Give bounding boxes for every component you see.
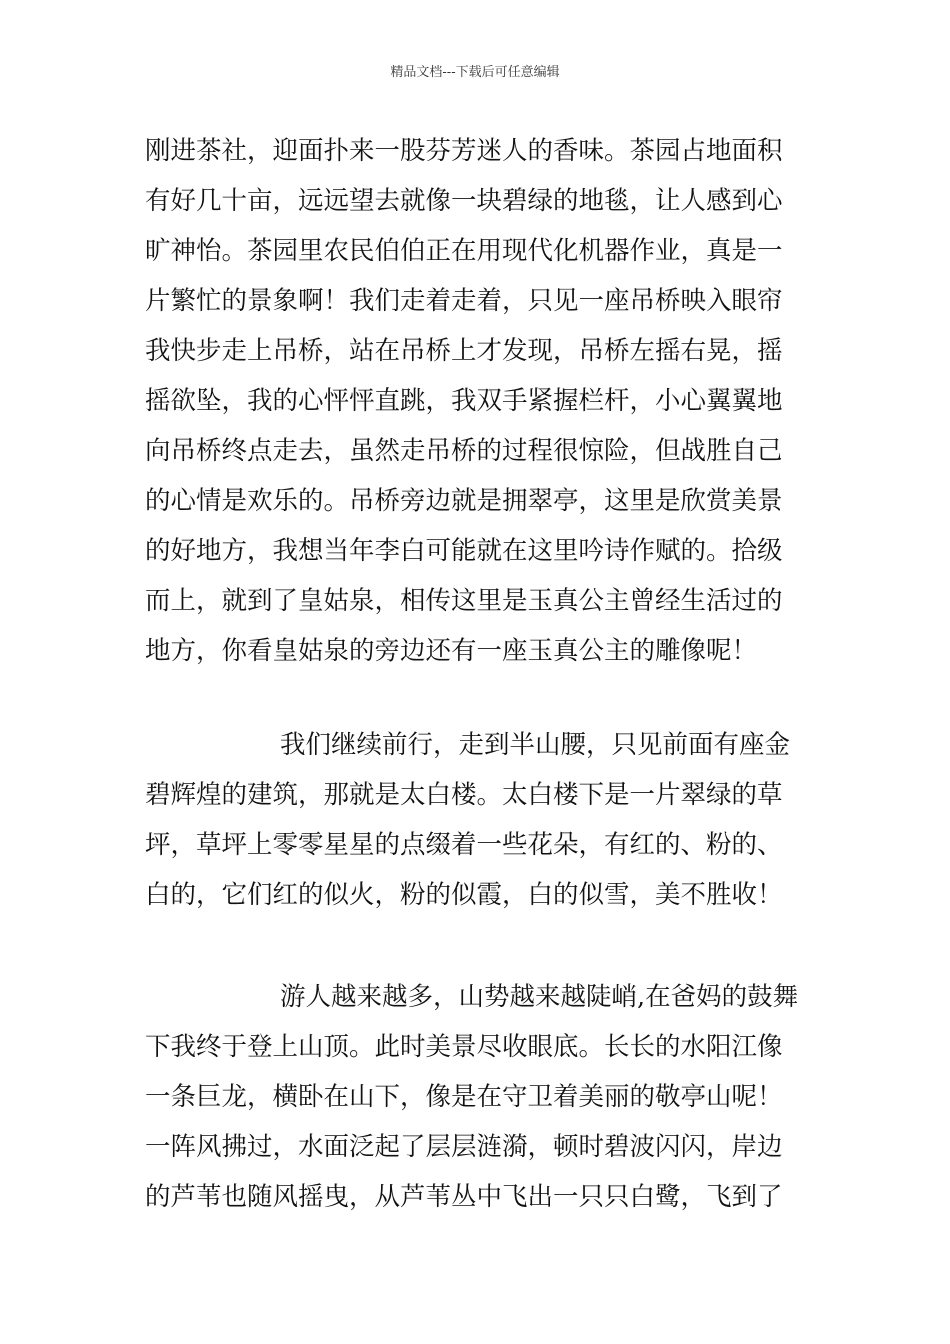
text-line: 一阵风拂过，水面泛起了层层涟漪，顿时碧波闪闪，岸边 <box>145 1132 783 1162</box>
text-line: 向吊桥终点走去，虽然走吊桥的过程很惊险，但战胜自己 <box>145 436 783 466</box>
text-line: 刚进茶社，迎面扑来一股芬芳迷人的香味。茶园占地面积 <box>145 136 783 166</box>
text-line: 游人越来越多，山势越来越陡峭,在爸妈的鼓舞 <box>280 982 799 1012</box>
text-line: 摇欲坠，我的心怦怦直跳，我双手紧握栏杆，小心翼翼地 <box>145 386 783 416</box>
text-line: 的好地方，我想当年李白可能就在这里吟诗作赋的。拾级 <box>145 536 783 566</box>
page-header: 精品文档---下载后可任意编辑 <box>390 65 560 80</box>
text-line: 我快步走上吊桥，站在吊桥上才发现，吊桥左摇右晃，摇 <box>145 336 783 366</box>
paragraph-1 <box>145 126 810 676</box>
text-line: 的芦苇也随风摇曳，从芦苇丛中飞出一只只白鹭，飞到了 <box>145 1182 783 1212</box>
text-line: 而上，就到了皇姑泉，相传这里是玉真公主曾经生活过的 <box>145 586 783 616</box>
paragraph-3 <box>145 972 810 1222</box>
text-line: 地方，你看皇姑泉的旁边还有一座玉真公主的雕像呢！ <box>145 636 758 666</box>
text-line: 坪，草坪上零零星星的点缀着一些花朵，有红的、粉的、 <box>145 830 783 860</box>
text-line: 片繁忙的景象啊！我们走着走着，只见一座吊桥映入眼帘 <box>145 286 783 316</box>
text-line: 白的，它们红的似火，粉的似霞，白的似雪，美不胜收！ <box>145 880 783 910</box>
text-line: 一条巨龙，横卧在山下，像是在守卫着美丽的敬亭山呢！ <box>145 1082 783 1112</box>
text-line: 我们继续前行，走到半山腰，只见前面有座金 <box>280 730 791 760</box>
text-line: 碧辉煌的建筑，那就是太白楼。太白楼下是一片翠绿的草 <box>145 780 783 810</box>
text-line: 有好几十亩，远远望去就像一块碧绿的地毯，让人感到心 <box>145 186 783 216</box>
paragraph-2 <box>145 720 810 920</box>
text-line: 下我终于登上山顶。此时美景尽收眼底。长长的水阳江像 <box>145 1032 783 1062</box>
text-line: 的心情是欢乐的。吊桥旁边就是拥翠亭，这里是欣赏美景 <box>145 486 783 516</box>
text-line: 旷神怡。茶园里农民伯伯正在用现代化机器作业，真是一 <box>145 236 783 266</box>
